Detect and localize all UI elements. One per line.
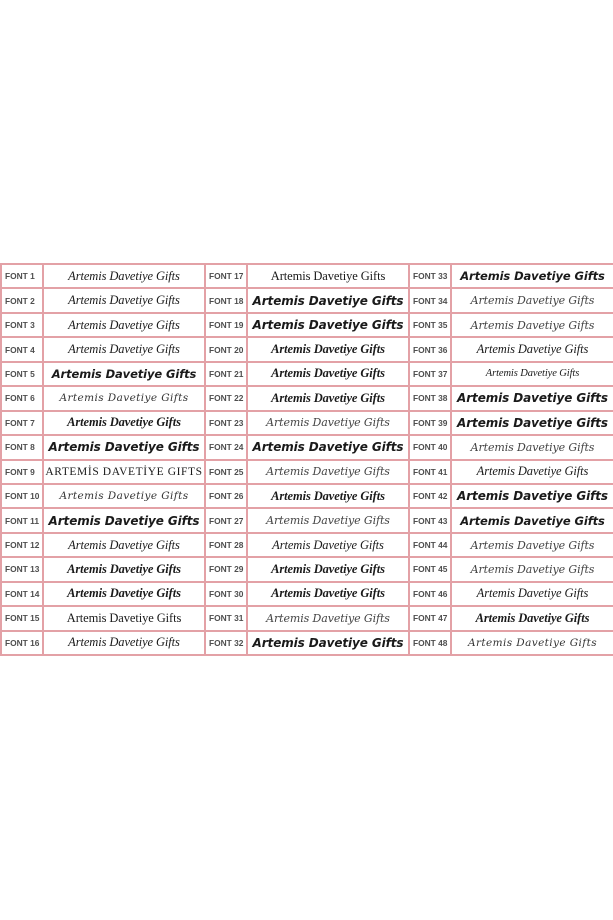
font-sample: Artemis Davetiye Gifts [44, 436, 206, 460]
font-label: FONT 11 [2, 509, 44, 533]
font-label: FONT 31 [206, 607, 248, 631]
font-sample: Artemis Davetiye Gifts [248, 363, 410, 387]
font-sample: Artemis Davetiye Gifts [452, 607, 613, 631]
font-sample: Artemis Davetiye Gifts [44, 583, 206, 607]
font-sample: Artemis Davetiye Gifts [44, 265, 206, 289]
font-sample: Artemis Davetiye Gifts [452, 436, 613, 460]
font-label: FONT 6 [2, 387, 44, 411]
font-label: FONT 28 [206, 534, 248, 558]
font-label: FONT 24 [206, 436, 248, 460]
font-sample: Artemis Davetiye Gifts [44, 607, 206, 631]
font-sample: Artemis Davetiye Gifts [452, 461, 613, 485]
font-label: FONT 41 [410, 461, 452, 485]
font-label: FONT 5 [2, 363, 44, 387]
font-sample: Artemis Davetiye Gifts [248, 412, 410, 436]
font-label: FONT 2 [2, 289, 44, 313]
font-sample: ARTEMİS DAVETİYE GIFTS [44, 461, 206, 485]
font-label: FONT 21 [206, 363, 248, 387]
font-sample: Artemis Davetiye Gifts [452, 363, 613, 387]
font-label: FONT 3 [2, 314, 44, 338]
font-sample: Artemis Davetiye Gifts [452, 558, 613, 582]
font-sample: Artemis Davetiye Gifts [44, 632, 206, 656]
font-label: FONT 38 [410, 387, 452, 411]
font-label: FONT 32 [206, 632, 248, 656]
font-sample: Artemis Davetiye Gifts [248, 509, 410, 533]
font-label: FONT 18 [206, 289, 248, 313]
font-label: FONT 10 [2, 485, 44, 509]
font-label: FONT 33 [410, 265, 452, 289]
font-label: FONT 17 [206, 265, 248, 289]
font-label: FONT 35 [410, 314, 452, 338]
font-sample: Artemis Davetiye Gifts [452, 314, 613, 338]
font-sample: Artemis Davetiye Gifts [452, 583, 613, 607]
font-sample: Artemis Davetiye Gifts [44, 485, 206, 509]
font-label: FONT 19 [206, 314, 248, 338]
font-label: FONT 29 [206, 558, 248, 582]
font-label: FONT 45 [410, 558, 452, 582]
font-sample: Artemis Davetiye Gifts [452, 338, 613, 362]
font-sample: Artemis Davetiye Gifts [248, 632, 410, 656]
font-sample: Artemis Davetiye Gifts [44, 509, 206, 533]
font-label: FONT 27 [206, 509, 248, 533]
font-sample: Artemis Davetiye Gifts [248, 387, 410, 411]
font-label: FONT 4 [2, 338, 44, 362]
font-sample: Artemis Davetiye Gifts [452, 265, 613, 289]
font-label: FONT 30 [206, 583, 248, 607]
font-sample: Artemis Davetiye Gifts [248, 607, 410, 631]
font-label: FONT 47 [410, 607, 452, 631]
font-sample: Artemis Davetiye Gifts [248, 289, 410, 313]
font-sample: Artemis Davetiye Gifts [452, 509, 613, 533]
font-sample-grid [0, 263, 613, 656]
font-label: FONT 8 [2, 436, 44, 460]
font-sample: Artemis Davetiye Gifts [248, 485, 410, 509]
font-sample: Artemis Davetiye Gifts [452, 632, 613, 656]
font-sample: Artemis Davetiye Gifts [452, 485, 613, 509]
font-label: FONT 23 [206, 412, 248, 436]
font-label: FONT 20 [206, 338, 248, 362]
font-label: FONT 13 [2, 558, 44, 582]
font-label: FONT 37 [410, 363, 452, 387]
font-label: FONT 46 [410, 583, 452, 607]
font-label: FONT 40 [410, 436, 452, 460]
font-sample: Artemis Davetiye Gifts [452, 412, 613, 436]
font-sample: Artemis Davetiye Gifts [44, 387, 206, 411]
font-sample: Artemis Davetiye Gifts [452, 534, 613, 558]
font-sample: Artemis Davetiye Gifts [44, 363, 206, 387]
font-sample: Artemis Davetiye Gifts [248, 338, 410, 362]
font-sample: Artemis Davetiye Gifts [44, 534, 206, 558]
font-label: FONT 43 [410, 509, 452, 533]
font-label: FONT 39 [410, 412, 452, 436]
font-sample: Artemis Davetiye Gifts [44, 289, 206, 313]
font-label: FONT 12 [2, 534, 44, 558]
font-sample: Artemis Davetiye Gifts [248, 314, 410, 338]
font-label: FONT 44 [410, 534, 452, 558]
font-label: FONT 48 [410, 632, 452, 656]
font-sample: Artemis Davetiye Gifts [452, 289, 613, 313]
font-label: FONT 42 [410, 485, 452, 509]
font-sample: Artemis Davetiye Gifts [248, 461, 410, 485]
font-label: FONT 36 [410, 338, 452, 362]
font-label: FONT 25 [206, 461, 248, 485]
font-label: FONT 15 [2, 607, 44, 631]
font-label: FONT 9 [2, 461, 44, 485]
font-sample: Artemis Davetiye Gifts [44, 338, 206, 362]
font-label: FONT 1 [2, 265, 44, 289]
font-sample: Artemis Davetiye Gifts [248, 558, 410, 582]
font-label: FONT 22 [206, 387, 248, 411]
font-sample: Artemis Davetiye Gifts [248, 265, 410, 289]
font-sample: Artemis Davetiye Gifts [248, 534, 410, 558]
font-sample: Artemis Davetiye Gifts [248, 436, 410, 460]
font-sample: Artemis Davetiye Gifts [248, 583, 410, 607]
font-label: FONT 7 [2, 412, 44, 436]
font-label: FONT 16 [2, 632, 44, 656]
font-label: FONT 34 [410, 289, 452, 313]
font-sample: Artemis Davetiye Gifts [452, 387, 613, 411]
font-label: FONT 14 [2, 583, 44, 607]
font-sample: Artemis Davetiye Gifts [44, 412, 206, 436]
font-label: FONT 26 [206, 485, 248, 509]
font-sample: Artemis Davetiye Gifts [44, 314, 206, 338]
font-sample: Artemis Davetiye Gifts [44, 558, 206, 582]
